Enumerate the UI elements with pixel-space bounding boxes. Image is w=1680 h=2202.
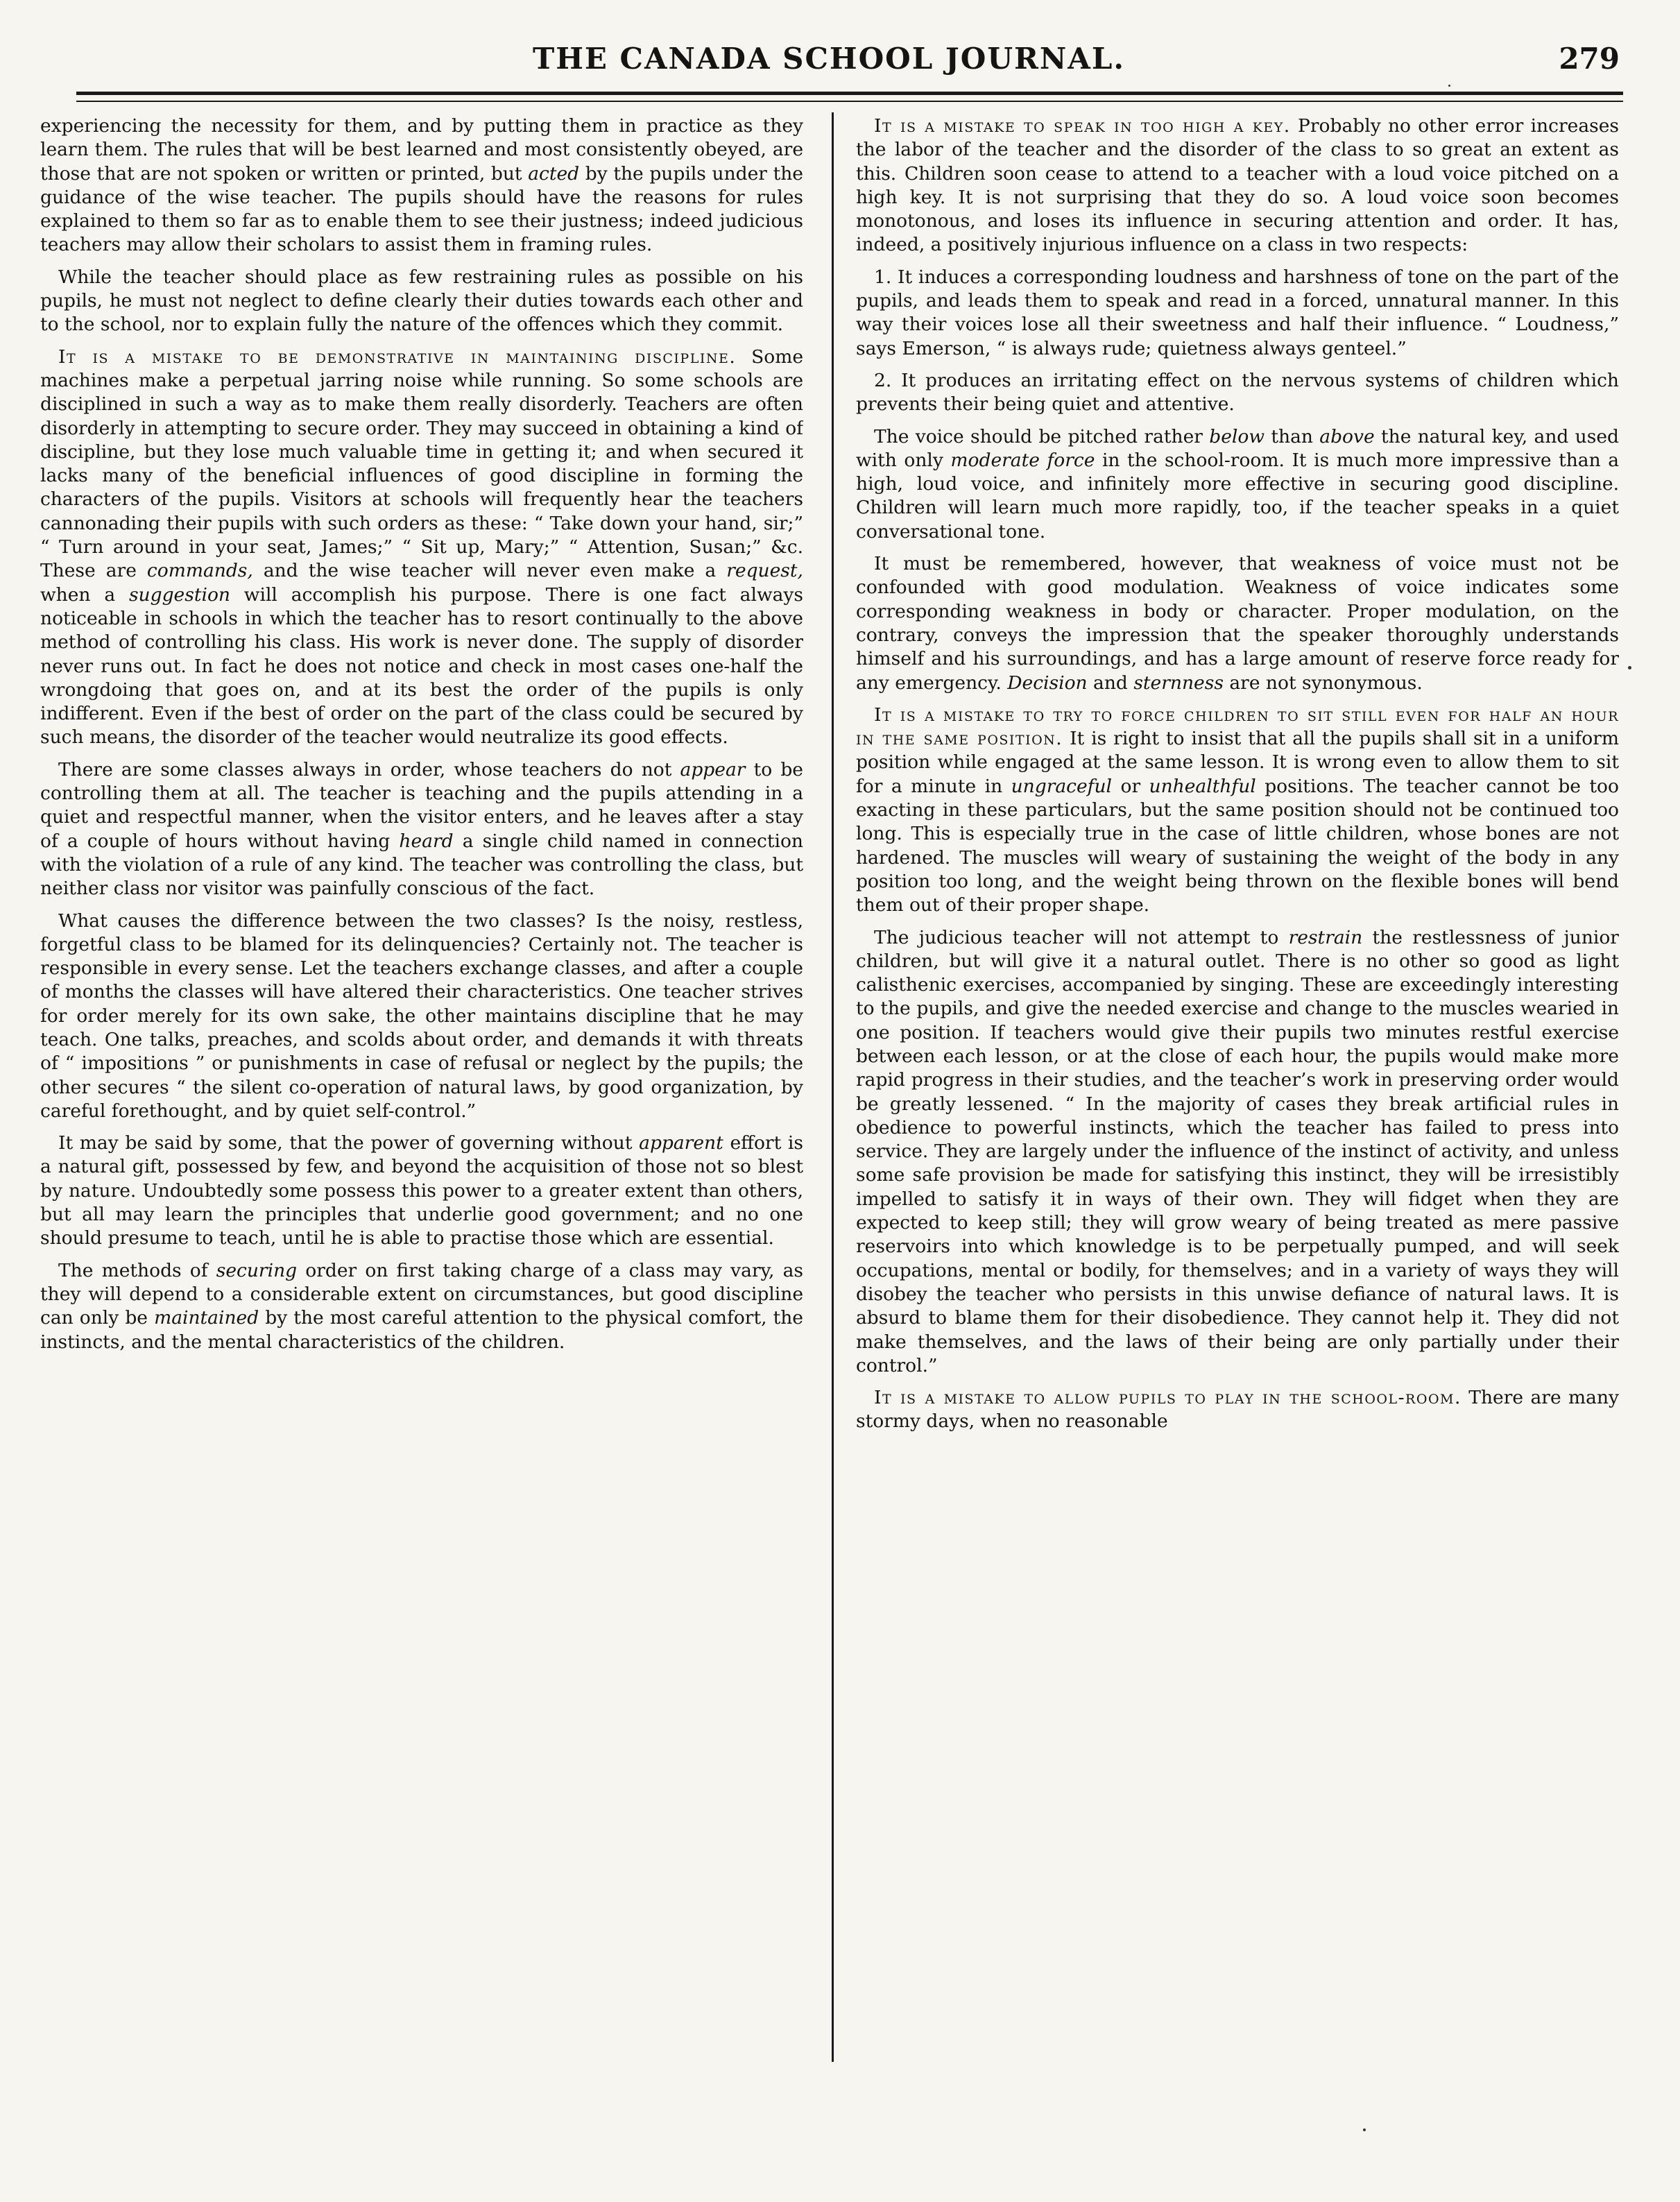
paragraph: The voice should be pitched rather below than above the natural key, and used with only moderate force in the school-room. It is much more impressive than a high, loud voice, and infinitely more effective in securing good discipline. Children will learn much more rapidly, too, if the teacher speaks in a quiet conversational tone. [856,425,1619,543]
paragraph: It may be said by some, that the power of governing without apparent effort is a natural gift, possessed by few, and beyond the acquisition of those not so blest by nature. Undoubtedly some possess this power to a greater extent than others, but all may learn the principles that underlie good government; and no one should presume to teach, until he is able to practise those which are essential. [40,1132,803,1249]
journal-title: THE CANADA SCHOOL JOURNAL. [532,42,1126,76]
section-heading: It is a mistake to be demonstrative in maintaining discipline. [58,345,737,368]
ink-speck [1448,85,1450,87]
section-heading: It is a mistake to speak in too high a key. [874,115,1291,137]
ink-speck [1628,666,1631,669]
left-column [40,114,803,2067]
paragraph: What causes the difference between the two classes? Is the noisy, restless, forgetful class to be blamed for its delinquencies? Certainly not. The teacher is responsible in every sense. Let the teachers exchange classes, and after a couple of months the classes will have altered their characteristics. One teacher strives for order merely for its own sake, the other maintains discipline that he may teach. One talks, preaches, and scolds about order, and demands it with threats of “ impositions ” or punishments in case of refusal or neglect by the pupils; the other secures “ the silent co-operation of natural laws, by good organization, by careful forethought, and by quiet self-control.” [40,910,803,1122]
paragraph: It is a mistake to speak in too high a key. Probably no other error increases the labor of the teacher and the disorder of the class to so great an extent as this. Children soon cease to attend to a teacher with a loud voice pitched on a high key. It is not surprising that they do so. A loud voice soon becomes monotonous, and loses its influence in securing attention and order. It has, indeed, a positively injurious influence on a class in two respects: [856,115,1619,256]
paragraph: While the teacher should place as few restraining rules as possible on his pupils, he must not neglect to define clearly their duties towards each other and to the school, nor to explain fully the nature of the offences which they commit. [40,266,803,336]
paragraph: There are some classes always in order, whose teachers do not appear to be controlling them at all. The teacher is teaching and the pupils attending in a quiet and respectful manner, when the visitor enters, and he leaves after a stay of a couple of hours without having heard a single child named in connection with the violation of a rule of any kind. The teacher was controlling the class, but neither class nor visitor was painfully conscious of the fact. [40,758,803,900]
paragraph: The methods of securing order on first taking charge of a class may vary, as they will depend to a considerable extent on circumstances, but good discipline can only be maintained by the most careful attention to the physical comfort, the instincts, and the mental characteristics of the children. [40,1259,803,1353]
list-item: 1. It induces a corresponding loudness and harshness of tone on the part of the pupils, and leads them to speak and read in a forced, unnatural manner. In this way their voices lose all their sweetness and half their influence. “ Loudness,” says Emerson, “ is always rude; quietness always genteel.” [856,266,1619,359]
header-rule-thin [76,101,1623,102]
header-rule-thick [76,92,1623,95]
right-column [856,114,1619,2067]
paragraph: It is a mistake to try to force children to sit still even for half an hour in the same position. It is right to insist that all the pupils shall sit in a uniform position while engaged at the same lesson. It is wrong even to allow them to sit for a minute in ungraceful or unhealthful positions. The teacher cannot be too exacting in these particulars, but the same position should not be continued too long. This is especially true in the case of little children, whose bones are not hardened. The muscles will weary of sustaining the weight of the body in any position too long, and the weight being thrown on the flexible bones will bend them out of their proper shape. [856,703,1619,916]
paragraph: experiencing the necessity for them, and by putting them in practice as they learn them. The rules that will be best learned and most consistently obeyed, are those that are not spoken or written or printed, but acted by the pupils under the guidance of the wise teacher. The pupils should have the reasons for rules explained to them so far as to enable them to see their justness; indeed judicious teachers may allow their scholars to assist them in framing rules. [40,115,803,256]
paragraph: It must be remembered, however, that weakness of voice must not be confounded with good modulation. Weakness of voice indicates some corresponding weakness in body or character. Proper modulation, on the contrary, conveys the impression that the speaker thoroughly understands himself and his surroundings, and has a large amount of reserve force ready for any emergency. Decision and sternness are not synonymous. [856,553,1619,694]
column-divider [832,112,834,2062]
paragraph: The judicious teacher will not attempt to restrain the restlessness of junior children, but will give it a natural outlet. There is no other so good as light calisthenic exercises, accompanied by singing. These are exceedingly interesting to the pupils, and give the needed exercise and change to the muscles wearied in one position. If teachers would give their pupils two minutes restful exercise between each lesson, or at the close of each hour, the pupils would make more rapid progress in their studies, and the teacher’s work in preserving order would be greatly lessened. “ In the majority of cases they break artificial rules in obedience to powerful instincts, which the teacher has failed to press into service. They are largely under the influence of the instinct of activity, and unless some safe provision be made for satisfying this instinct, they will be irresistibly impelled to satisfy it in ways of their own. They will fidget when they are expected to keep still; they will grow weary of being treated as mere passive reservoirs into which knowledge is to be perpetually pumped, and will seek occupations, mental or bodily, for themselves; and in a variety of ways they will disobey the teacher who persists in this unwise defiance of natural laws. It is absurd to blame them for their disobedience. They cannot help it. They did not make themselves, and the laws of their being are only partially under their control.” [856,926,1619,1376]
section-heading: It is a mistake to allow pupils to play in the school-room. [874,1387,1462,1409]
page-number: 279 [1559,42,1620,76]
paragraph: It is a mistake to be demonstrative in maintaining discipline. Some machines make a perpetual jarring noise while running. So some schools are disciplined in such a way as to make them really disorderly. Teachers are often disorderly in attempting to secure order. They may succeed in obtaining a kind of discipline, but they lose much valuable time in getting it; and when secured it lacks many of the beneficial influences of good discipline in forming the characters of the pupils. Visitors at schools will frequently hear the teachers cannonading their pupils with such orders as these: “ Take down your hand, sir;” “ Turn around in your seat, James;” “ Sit up, Mary;” “ Attention, Susan;” &c. These are commands, and the wise teacher will never even make a request, when a suggestion will accomplish his purpose. There is one fact always noticeable in schools in which the teacher has to resort continually to the above method of controlling his class. His work is never done. The supply of disorder never runs out. In fact he does not notice and check in most cases one-half the wrongdoing that goes on, and at its best the order of the pupils is only indifferent. Even if the best of order on the part of the class could be secured by such means, the disorder of the teacher would neutralize its good effects. [40,345,803,749]
page-header [38,42,1620,83]
paragraph: It is a mistake to allow pupils to play in the school-room. There are many stormy days, when no reasonable [856,1387,1619,1433]
list-item: 2. It produces an irritating effect on the nervous systems of children which prevents their being quiet and attentive. [856,369,1619,416]
section-heading: It is a mistake to try to force children to sit still even for half an hour in the same position. [856,703,1619,750]
ink-speck [1363,2128,1366,2131]
